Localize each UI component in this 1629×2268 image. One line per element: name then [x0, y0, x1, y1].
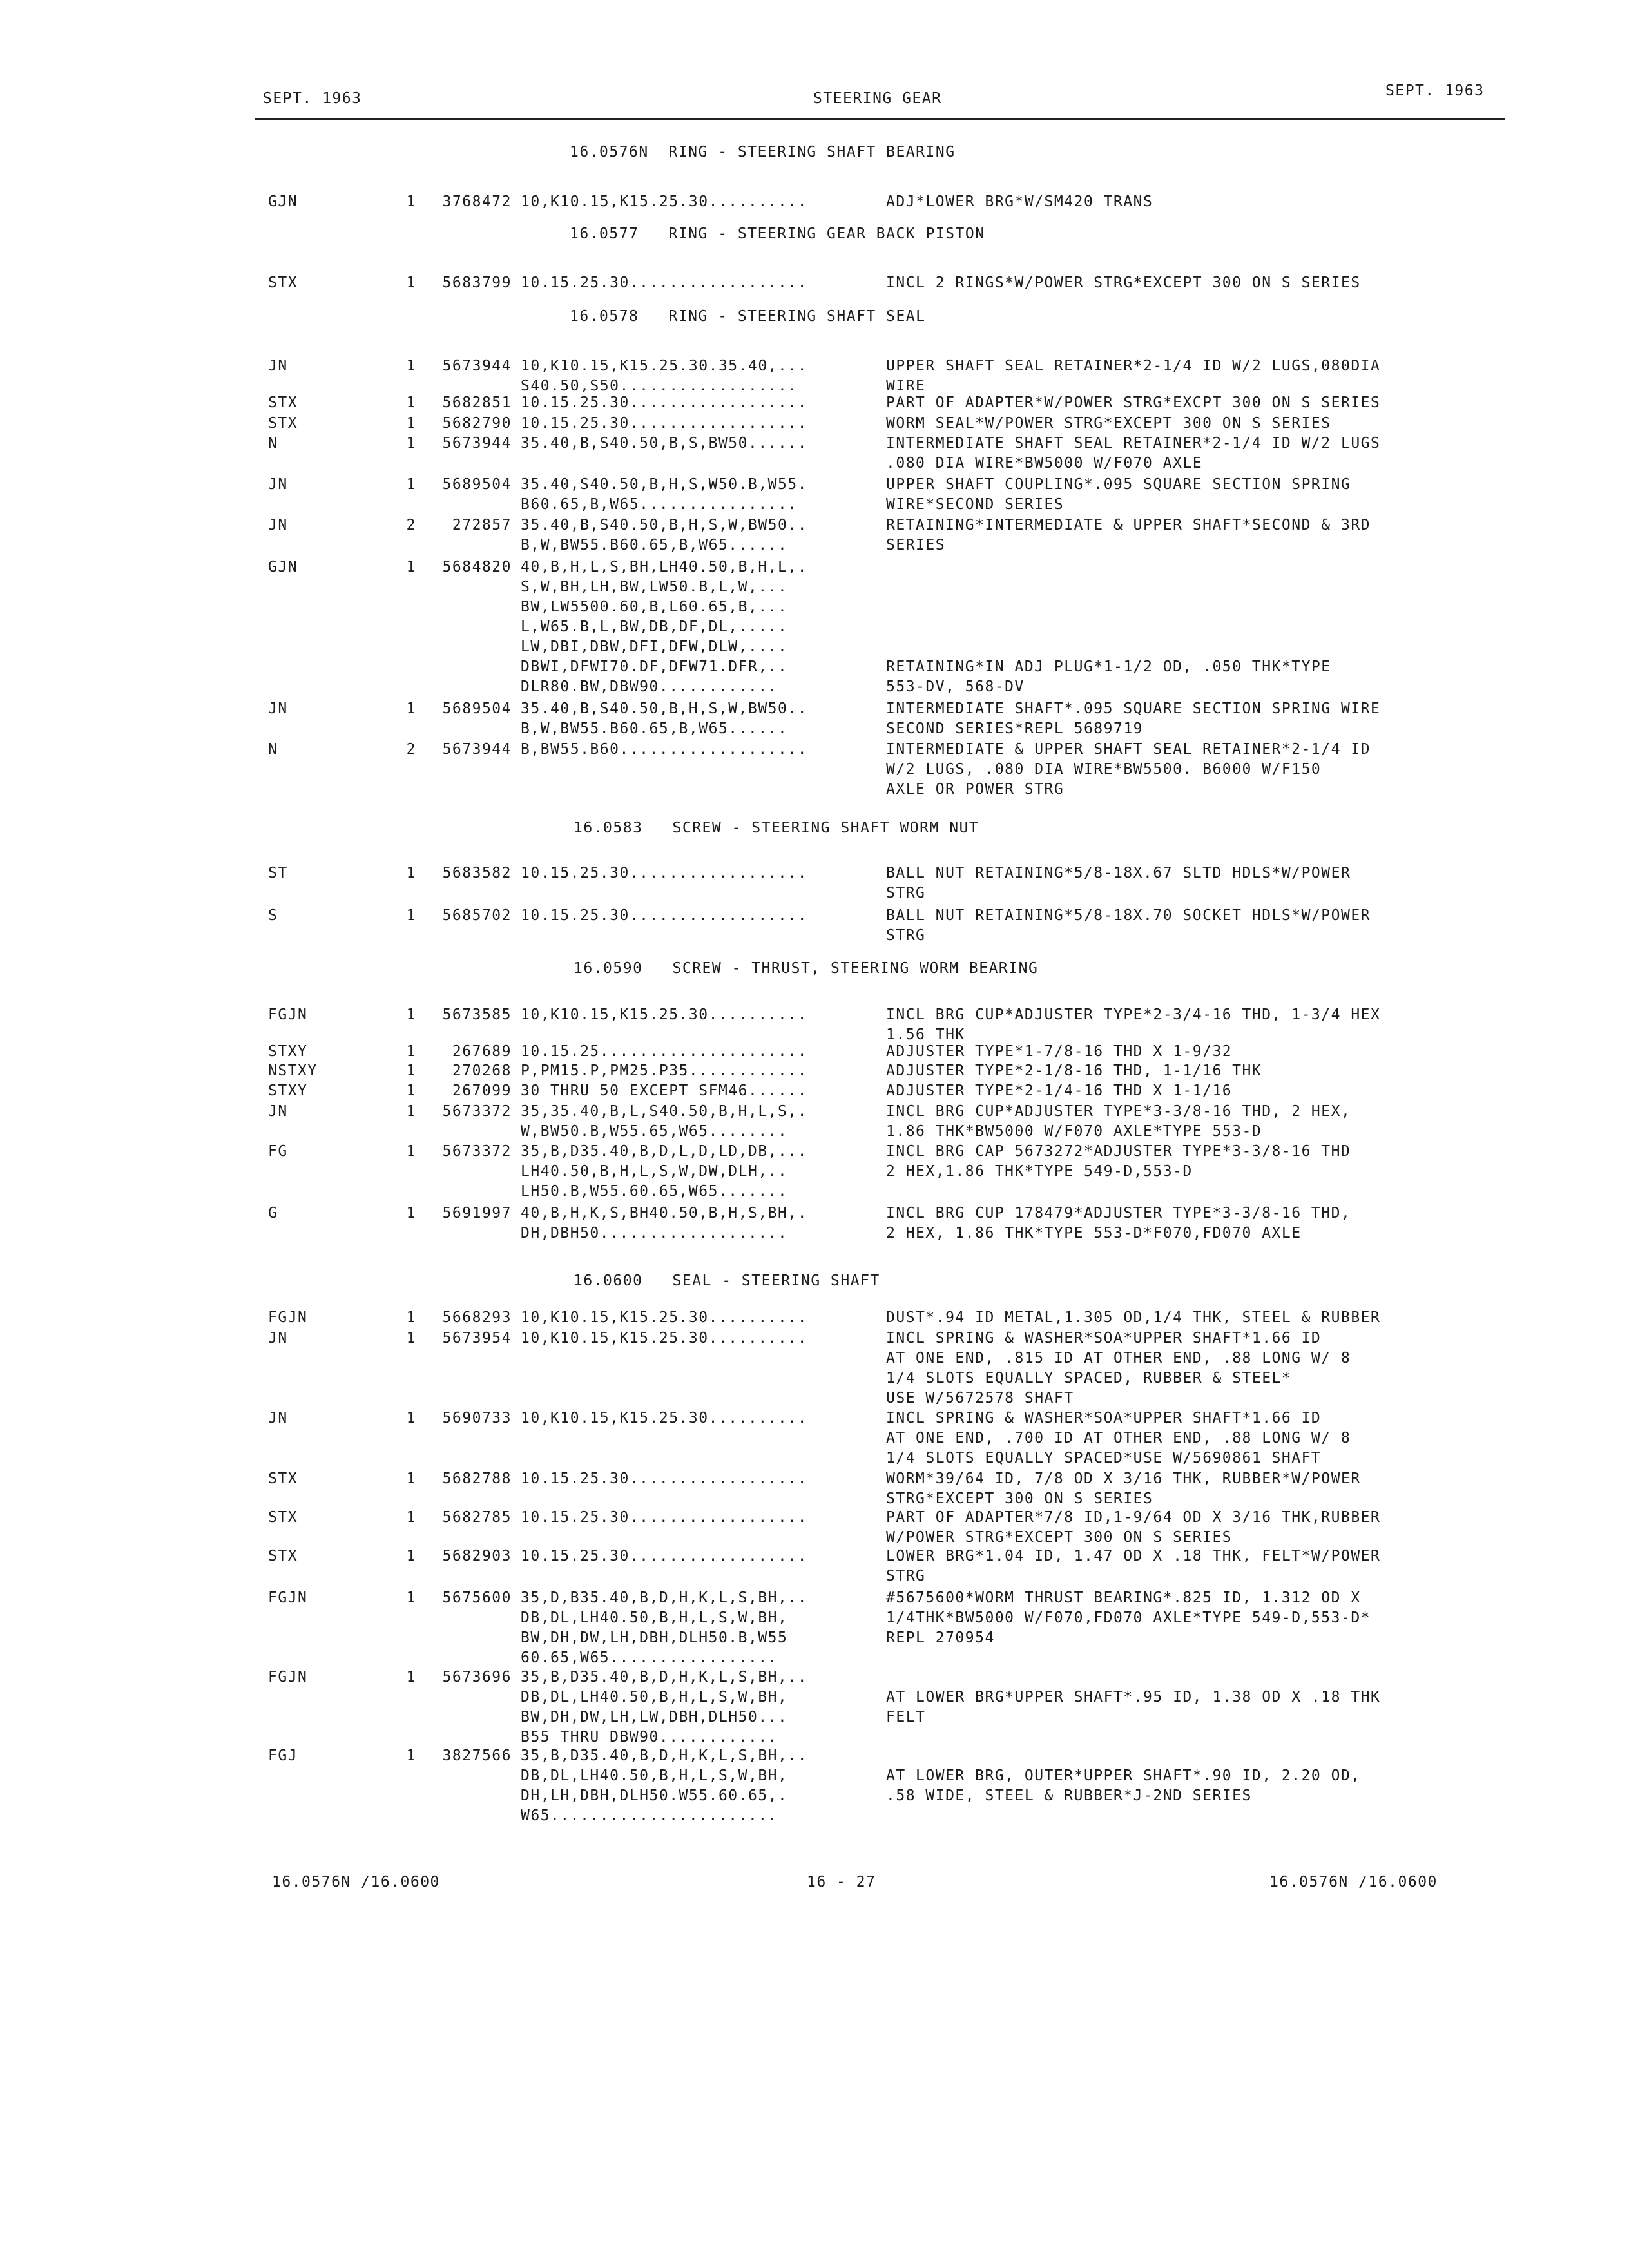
description-column	[886, 434, 1380, 474]
part-number: 5683582	[442, 865, 512, 881]
quantity: 1	[406, 1043, 416, 1060]
description-line	[886, 1667, 1380, 1687]
description-line: INCL BRG CUP*ADJUSTER TYPE*3-3/8-16 THD, 2 HEX,	[886, 1103, 1351, 1120]
description-column	[886, 1546, 1380, 1586]
usage-line: P,PM15.P,PM25.P35............	[521, 1062, 808, 1079]
part-number: 5673372	[442, 1143, 512, 1160]
description-column	[886, 273, 1361, 293]
model-code: N	[268, 435, 278, 452]
usage-line: 35.40,B,S40.50,B,H,S,W,BW50..	[521, 517, 808, 533]
usage-line: 10,K10.15,K15.25.30..........	[521, 1309, 808, 1326]
description-line: PART OF ADAPTER*7/8 ID,1-9/64 OD X 3/16 THK,RUBBER	[886, 1509, 1381, 1526]
usage-line: B60.65,B,W65................	[521, 496, 798, 513]
footer-left-range: 16.0576N /16.0600	[272, 1874, 440, 1890]
model-code: STX	[268, 1509, 298, 1526]
description-line: INCL SPRING & WASHER*SOA*UPPER SHAFT*1.66 ID	[886, 1410, 1322, 1427]
model-code: GJN	[268, 559, 298, 575]
header-title: STEERING GEAR	[813, 90, 942, 107]
usage-line: DB,DL,LH40.50,B,H,L,S,W,BH,	[521, 1689, 788, 1706]
part-number: 5673944	[442, 741, 512, 758]
usage-line: 35,35.40,B,L,S40.50,B,H,L,S,.	[521, 1103, 808, 1120]
section-heading: 16.0590 SCREW - THRUST, STEERING WORM BEARING	[574, 960, 1039, 977]
usage-column	[521, 1081, 807, 1101]
quantity: 1	[406, 193, 416, 210]
description-line: AT LOWER BRG*UPPER SHAFT*.95 ID, 1.38 OD X .18 THK	[886, 1689, 1381, 1706]
usage-line: 35,B,D35.40,B,D,H,K,L,S,BH,..	[521, 1747, 808, 1764]
model-code: JN	[268, 1410, 288, 1427]
usage-line: 10.15.25.30..................	[521, 274, 808, 291]
usage-line: DB,DL,LH40.50,B,H,L,S,W,BH,	[521, 1610, 788, 1626]
usage-line: S,W,BH,LH,BW,LW50.B,L,W,...	[521, 579, 788, 595]
quantity: 1	[406, 1103, 416, 1120]
usage-line: B,BW55.B60...................	[521, 741, 808, 758]
quantity: 1	[406, 1410, 416, 1427]
usage-column	[521, 1005, 807, 1025]
usage-column	[521, 699, 807, 739]
usage-line: 40,B,H,K,S,BH40.50,B,H,S,BH,.	[521, 1205, 808, 1222]
usage-line: W,BW50.B,W55.65,W65........	[521, 1123, 788, 1140]
description-column	[886, 1588, 1371, 1648]
section-heading: 16.0576N RING - STEERING SHAFT BEARING	[570, 144, 956, 160]
usage-line: 35,B,D35.40,B,D,L,D,LD,DB,...	[521, 1143, 808, 1160]
part-number: 5673944	[442, 358, 512, 374]
quantity: 1	[406, 1747, 416, 1764]
quantity: 1	[406, 1082, 416, 1099]
model-code: FGJ	[268, 1747, 298, 1764]
usage-line: DH,DBH50...................	[521, 1225, 788, 1242]
description-line: ADJUSTER TYPE*2-1/4-16 THD X 1-1/16	[886, 1082, 1233, 1099]
description-line: RETAINING*INTERMEDIATE & UPPER SHAFT*SECOND & 3RD	[886, 517, 1371, 533]
usage-line: B55 THRU DBW90............	[521, 1729, 778, 1745]
description-line: WORM SEAL*W/POWER STRG*EXCEPT 300 ON S SERIES	[886, 415, 1331, 432]
description-line: 2 HEX, 1.86 THK*TYPE 553-D*F070,FD070 AXLE	[886, 1225, 1302, 1242]
usage-line: 10.15.25.30..................	[521, 907, 808, 924]
usage-column	[521, 557, 807, 697]
quantity: 1	[406, 1509, 416, 1526]
quantity: 1	[406, 1205, 416, 1222]
description-column	[886, 1081, 1232, 1101]
usage-line: 10.15.25.30..................	[521, 394, 808, 411]
usage-column	[521, 434, 807, 454]
description-line: 1.86 THK*BW5000 W/F070 AXLE*TYPE 553-D	[886, 1123, 1262, 1140]
description-line: AT ONE END, .815 ID AT OTHER END, .88 LONG W/ 8	[886, 1350, 1351, 1367]
model-code: N	[268, 741, 278, 758]
description-line: INTERMEDIATE SHAFT SEAL RETAINER*2-1/4 ID W/2 LUGS	[886, 435, 1381, 452]
description-line: INCL SPRING & WASHER*SOA*UPPER SHAFT*1.66 ID	[886, 1330, 1322, 1347]
description-column	[886, 1102, 1351, 1142]
description-line: INCL BRG CAP 5673272*ADJUSTER TYPE*3-3/8-16 THD	[886, 1143, 1351, 1160]
description-column	[886, 393, 1380, 413]
usage-column	[521, 1667, 807, 1747]
description-line: AT LOWER BRG, OUTER*UPPER SHAFT*.90 ID, 2.20 OD,	[886, 1767, 1361, 1784]
usage-line: LH40.50,B,H,L,S,W,DW,DLH,..	[521, 1163, 788, 1180]
usage-line: LH50.B,W55.60.65,W65.......	[521, 1183, 788, 1200]
usage-line: DB,DL,LH40.50,B,H,L,S,W,BH,	[521, 1767, 788, 1784]
usage-column	[521, 1746, 807, 1826]
quantity: 1	[406, 274, 416, 291]
description-line: ADJ*LOWER BRG*W/SM420 TRANS	[886, 193, 1153, 210]
part-number: 5673944	[442, 435, 512, 452]
description-line: RETAINING*IN ADJ PLUG*1-1/2 OD, .050 THK*TYPE	[886, 658, 1331, 675]
model-code: STXY	[268, 1082, 308, 1099]
description-column	[886, 1204, 1351, 1244]
quantity: 1	[406, 907, 416, 924]
description-line: STRG	[886, 927, 926, 944]
usage-line: 40,B,H,L,S,BH,LH40.50,B,H,L,.	[521, 559, 808, 575]
description-line: STRG	[886, 1568, 926, 1584]
description-line: ADJUSTER TYPE*1-7/8-16 THD X 1-9/32	[886, 1043, 1233, 1060]
model-code: JN	[268, 700, 288, 717]
usage-column	[521, 515, 807, 555]
part-number: 5690733	[442, 1410, 512, 1427]
model-code: GJN	[268, 193, 298, 210]
part-number: 5682785	[442, 1509, 512, 1526]
description-line: UPPER SHAFT COUPLING*.095 SQUARE SECTION SPRING	[886, 476, 1351, 493]
description-line: INCL BRG CUP*ADJUSTER TYPE*2-3/4-16 THD, 1-3/4 HEX	[886, 1006, 1381, 1023]
usage-line: 35.40,S40.50,B,H,S,W50.B,W55.	[521, 476, 808, 493]
usage-column	[521, 1408, 807, 1428]
description-line: UPPER SHAFT SEAL RETAINER*2-1/4 ID W/2 LUGS,080DIA	[886, 358, 1381, 374]
quantity: 1	[406, 1062, 416, 1079]
description-line	[886, 577, 1331, 597]
quantity: 1	[406, 358, 416, 374]
usage-column	[521, 1042, 807, 1062]
description-line: INTERMEDIATE SHAFT*.095 SQUARE SECTION SPRING WIRE	[886, 700, 1381, 717]
usage-column	[521, 1204, 807, 1244]
usage-line: W65.......................	[521, 1807, 778, 1824]
usage-line: BW,LW5500.60,B,L60.65,B,...	[521, 599, 788, 615]
quantity: 1	[406, 476, 416, 493]
quantity: 1	[406, 1309, 416, 1326]
usage-line: 60.65,W65.................	[521, 1649, 778, 1666]
description-column	[886, 1042, 1232, 1062]
section-heading: 16.0578 RING - STEERING SHAFT SEAL	[570, 308, 926, 325]
quantity: 1	[406, 1548, 416, 1564]
model-code: FGJN	[268, 1590, 308, 1606]
usage-line: LW,DBI,DBW,DFI,DFW,DLW,....	[521, 639, 788, 655]
description-column	[886, 699, 1380, 739]
description-line: INCL BRG CUP 178479*ADJUSTER TYPE*3-3/8-16 THD,	[886, 1205, 1351, 1222]
usage-line: 10,K10.15,K15.25.30.35.40,...	[521, 358, 808, 374]
model-code: JN	[268, 1330, 288, 1347]
usage-line: DLR80.BW,DBW90............	[521, 678, 778, 695]
usage-line: BW,DH,DW,LH,LW,DBH,DLH50...	[521, 1709, 788, 1725]
usage-line: 35.40,B,S40.50,B,H,S,W,BW50..	[521, 700, 808, 717]
description-line: BALL NUT RETAINING*5/8-18X.67 SLTD HDLS*W/POWER	[886, 865, 1351, 881]
header-left-date: SEPT. 1963	[263, 90, 362, 107]
usage-line: 10,K10.15,K15.25.30..........	[521, 193, 808, 210]
description-column	[886, 1746, 1361, 1806]
description-column	[886, 740, 1371, 800]
usage-line: 10.15.25.30..................	[521, 1470, 808, 1487]
usage-line: DBWI,DFWI70.DF,DFW71.DFR,..	[521, 658, 788, 675]
usage-column	[521, 1142, 807, 1202]
description-line: REPL 270954	[886, 1629, 995, 1646]
section-heading: 16.0583 SCREW - STEERING SHAFT WORM NUT	[574, 820, 979, 836]
usage-column	[521, 1061, 807, 1081]
usage-column	[521, 393, 807, 413]
usage-column	[521, 475, 807, 515]
model-code: FGJN	[268, 1006, 308, 1023]
model-code: STX	[268, 274, 298, 291]
description-line	[886, 617, 1331, 637]
usage-column	[521, 1329, 807, 1349]
usage-line: S40.50,S50..................	[521, 378, 798, 394]
description-line	[886, 637, 1331, 657]
description-column	[886, 863, 1351, 903]
part-number: 5685702	[442, 907, 512, 924]
usage-line: B,W,BW55.B60.65,B,W65......	[521, 720, 788, 737]
model-code: STX	[268, 394, 298, 411]
quantity: 1	[406, 1590, 416, 1606]
quantity: 1	[406, 1470, 416, 1487]
part-number: 267689	[452, 1043, 512, 1060]
usage-line: 35,B,D35.40,B,D,H,K,L,S,BH,..	[521, 1669, 808, 1686]
quantity: 1	[406, 559, 416, 575]
model-code: JN	[268, 1103, 288, 1120]
part-number: 5689504	[442, 700, 512, 717]
model-code: STX	[268, 1470, 298, 1487]
description-line: STRG*EXCEPT 300 ON S SERIES	[886, 1490, 1153, 1507]
description-line: .58 WIDE, STEEL & RUBBER*J-2ND SERIES	[886, 1787, 1252, 1804]
quantity: 1	[406, 1330, 416, 1347]
model-code: NSTXY	[268, 1062, 318, 1079]
description-column	[886, 1005, 1380, 1045]
quantity: 1	[406, 1006, 416, 1023]
part-number: 5673954	[442, 1330, 512, 1347]
description-line: USE W/5672578 SHAFT	[886, 1390, 1074, 1407]
model-code: JN	[268, 358, 288, 374]
part-number: 3827566	[442, 1747, 512, 1764]
model-code: STX	[268, 415, 298, 432]
description-line: DUST*.94 ID METAL,1.305 OD,1/4 THK, STEEL & RUBBER	[886, 1309, 1381, 1326]
description-line: SECOND SERIES*REPL 5689719	[886, 720, 1144, 737]
part-number: 5682851	[442, 394, 512, 411]
header-rule	[255, 118, 1505, 120]
part-number: 5673372	[442, 1103, 512, 1120]
usage-line: 30 THRU 50 EXCEPT SFM46......	[521, 1082, 808, 1099]
description-line: WIRE	[886, 378, 926, 394]
usage-column	[521, 863, 807, 883]
usage-column	[521, 1546, 807, 1566]
usage-line: L,W65.B,L,BW,DB,DF,DL,.....	[521, 619, 788, 635]
description-column	[886, 1469, 1361, 1509]
description-line: 1.56 THK	[886, 1026, 965, 1043]
part-number: 5682788	[442, 1470, 512, 1487]
quantity: 1	[406, 435, 416, 452]
description-line: 1/4 SLOTS EQUALLY SPACED, RUBBER & STEEL*	[886, 1370, 1292, 1387]
description-column	[886, 557, 1331, 697]
model-code: S	[268, 907, 278, 924]
usage-line: 10.15.25.30..................	[521, 1509, 808, 1526]
usage-line: 10,K10.15,K15.25.30..........	[521, 1410, 808, 1427]
description-line: INCL 2 RINGS*W/POWER STRG*EXCEPT 300 ON S SERIES	[886, 274, 1361, 291]
usage-line: B,W,BW55.B60.65,B,W65......	[521, 537, 788, 553]
usage-column	[521, 273, 807, 293]
quantity: 1	[406, 700, 416, 717]
part-number: 270268	[452, 1062, 512, 1079]
usage-line: 35.40,B,S40.50,B,S,BW50......	[521, 435, 808, 452]
model-code: JN	[268, 476, 288, 493]
usage-line: 35,D,B35.40,B,D,H,K,L,S,BH,..	[521, 1590, 808, 1606]
usage-column	[521, 414, 807, 434]
usage-column	[521, 1308, 807, 1328]
usage-column	[521, 1102, 807, 1142]
part-number: 5691997	[442, 1205, 512, 1222]
part-number: 5683799	[442, 274, 512, 291]
part-number: 5673585	[442, 1006, 512, 1023]
usage-line: 10,K10.15,K15.25.30..........	[521, 1006, 808, 1023]
part-number: 5675600	[442, 1590, 512, 1606]
description-line: 553-DV, 568-DV	[886, 678, 1025, 695]
description-column	[886, 192, 1153, 212]
model-code: STX	[268, 1548, 298, 1564]
usage-column	[521, 356, 807, 396]
description-column	[886, 1329, 1351, 1408]
part-number: 5673696	[442, 1669, 512, 1686]
part-number: 5668293	[442, 1309, 512, 1326]
description-line: 1/4 SLOTS EQUALLY SPACED*USE W/5690861 SHAFT	[886, 1450, 1322, 1466]
usage-line: 10.15.25.30..................	[521, 865, 808, 881]
model-code: ST	[268, 865, 288, 881]
part-number: 5684820	[442, 559, 512, 575]
description-line: SERIES	[886, 537, 946, 553]
description-column	[886, 1308, 1380, 1328]
usage-line: 10,K10.15,K15.25.30..........	[521, 1330, 808, 1347]
quantity: 1	[406, 394, 416, 411]
description-line: FELT	[886, 1709, 926, 1725]
part-number: 3768472	[442, 193, 512, 210]
description-line	[886, 557, 1331, 577]
description-line: AT ONE END, .700 ID AT OTHER END, .88 LONG W/ 8	[886, 1430, 1351, 1446]
description-line: 2 HEX,1.86 THK*TYPE 549-D,553-D	[886, 1163, 1193, 1180]
part-number: 5682903	[442, 1548, 512, 1564]
part-number: 267099	[452, 1082, 512, 1099]
usage-column	[521, 906, 807, 926]
usage-column	[521, 192, 807, 212]
part-number: 272857	[452, 517, 512, 533]
description-column	[886, 414, 1331, 434]
quantity: 1	[406, 1669, 416, 1686]
description-line: W/POWER STRG*EXCEPT 300 ON S SERIES	[886, 1529, 1233, 1546]
quantity: 1	[406, 865, 416, 881]
description-line: PART OF ADAPTER*W/POWER STRG*EXCPT 300 ON S SERIES	[886, 394, 1381, 411]
usage-column	[521, 1588, 807, 1668]
usage-line: 10.15.25.30..................	[521, 415, 808, 432]
model-code: JN	[268, 517, 288, 533]
quantity: 1	[406, 415, 416, 432]
quantity: 1	[406, 1143, 416, 1160]
part-number: 5689504	[442, 476, 512, 493]
description-line: ADJUSTER TYPE*2-1/8-16 THD, 1-1/16 THK	[886, 1062, 1262, 1079]
model-code: FG	[268, 1143, 288, 1160]
quantity: 2	[406, 741, 416, 758]
description-column	[886, 1061, 1262, 1081]
footer-right-range: 16.0576N /16.0600	[1269, 1874, 1438, 1890]
description-column	[886, 1408, 1351, 1468]
section-heading: 16.0600 SEAL - STEERING SHAFT	[574, 1273, 880, 1289]
quantity: 2	[406, 517, 416, 533]
model-code: FGJN	[268, 1669, 308, 1686]
part-number: 5682790	[442, 415, 512, 432]
description-line: W/2 LUGS, .080 DIA WIRE*BW5500. B6000 W/F150	[886, 761, 1322, 778]
usage-line: BW,DH,DW,LH,DBH,DLH50.B,W55	[521, 1629, 788, 1646]
description-line: STRG	[886, 885, 926, 901]
usage-column	[521, 1469, 807, 1489]
description-line: 1/4THK*BW5000 W/F070,FD070 AXLE*TYPE 549-D,553-D*	[886, 1610, 1371, 1626]
usage-line: 10.15.25.30..................	[521, 1548, 808, 1564]
description-line: WORM*39/64 ID, 7/8 OD X 3/16 THK, RUBBER*W/POWER	[886, 1470, 1361, 1487]
description-column	[886, 1667, 1380, 1727]
description-line: AXLE OR POWER STRG	[886, 781, 1065, 798]
model-code: G	[268, 1205, 278, 1222]
description-column	[886, 356, 1380, 396]
usage-column	[521, 1508, 807, 1528]
model-code: STXY	[268, 1043, 308, 1060]
description-line: BALL NUT RETAINING*5/8-18X.70 SOCKET HDLS*W/POWER	[886, 907, 1371, 924]
description-line: INTERMEDIATE & UPPER SHAFT SEAL RETAINER*2-1/4 ID	[886, 741, 1371, 758]
description-line: WIRE*SECOND SERIES	[886, 496, 1065, 513]
usage-line: 10.15.25.....................	[521, 1043, 808, 1060]
header-right-date: SEPT. 1963	[1385, 82, 1485, 99]
description-line: #5675600*WORM THRUST BEARING*.825 ID, 1.312 OD X	[886, 1590, 1361, 1606]
usage-line: DH,LH,DBH,DLH50.W55.60.65,.	[521, 1787, 788, 1804]
model-code: FGJN	[268, 1309, 308, 1326]
section-heading: 16.0577 RING - STEERING GEAR BACK PISTON	[570, 226, 985, 242]
description-line	[886, 1746, 1361, 1766]
description-line	[886, 597, 1331, 617]
description-column	[886, 1142, 1351, 1182]
usage-column	[521, 740, 807, 760]
description-column	[886, 1508, 1380, 1548]
description-column	[886, 906, 1371, 946]
footer-page-number: 16 - 27	[807, 1874, 876, 1890]
description-line: LOWER BRG*1.04 ID, 1.47 OD X .18 THK, FELT*W/POWER	[886, 1548, 1381, 1564]
description-line: .080 DIA WIRE*BW5000 W/F070 AXLE	[886, 455, 1203, 472]
description-column	[886, 475, 1351, 515]
description-column	[886, 515, 1371, 555]
